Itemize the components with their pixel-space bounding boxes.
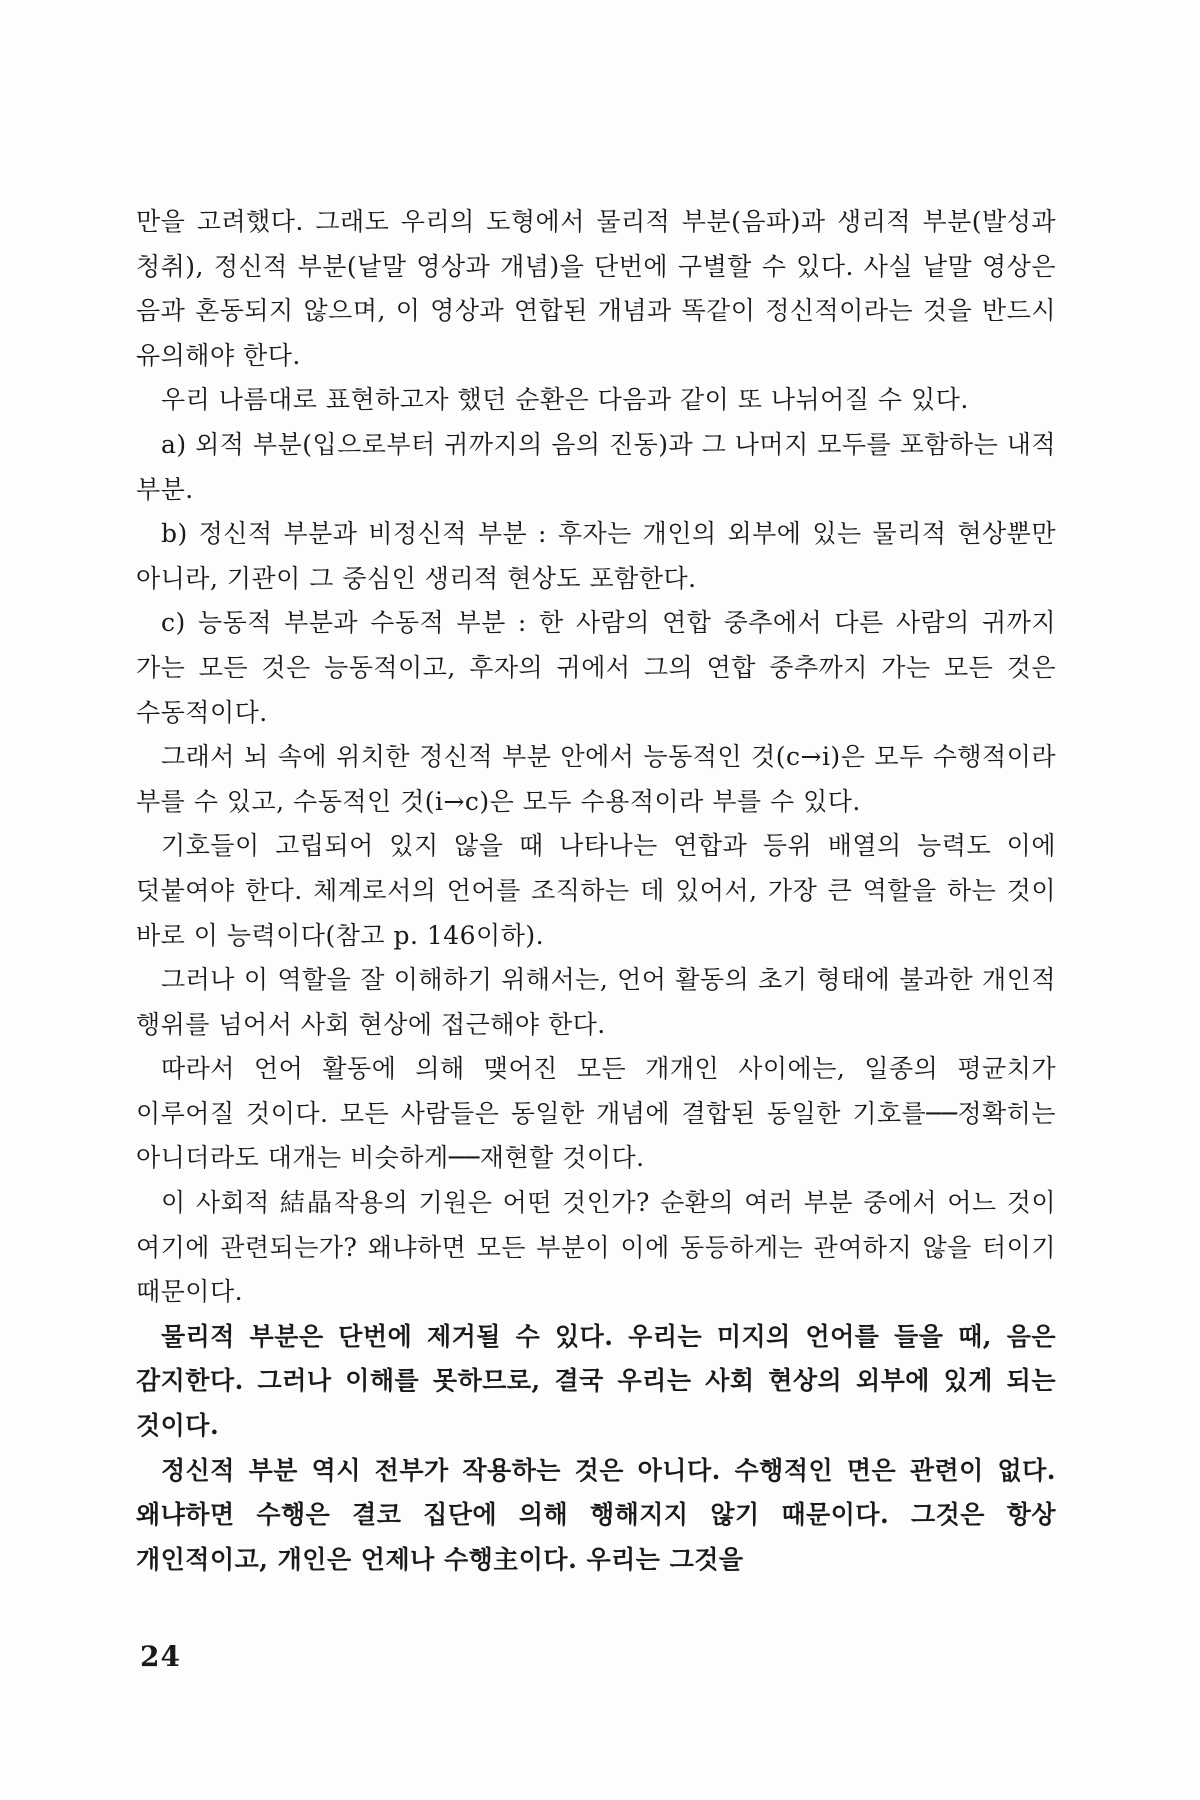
paragraph-circuit-division: 우리 나름대로 표현하고자 했던 순환은 다음과 같이 또 나뉘어질 수 있다. xyxy=(161,385,969,415)
paragraph-psychic-part: 정신적 부분 역시 전부가 작용하는 것은 아니다. 수행적인 면은 관련이 없다. 왜냐하면 수행은 결코 집단에 의해 행해지지 않기 때문이다. 그것은 항상 개인적이고, 개인은 언제나 수행主이다. 우리는 그것을 xyxy=(136,1455,1056,1574)
paragraph-executive-receptive: 그래서 뇌 속에 위치한 정신적 부분 안에서 능동적인 것(c→i)은 모두 수행적이라 부를 수 있고, 수동적인 것(i→c)은 모두 수용적이라 부를 수 있다. xyxy=(136,742,1056,816)
body-text xyxy=(136,200,1056,1582)
paragraph-item-b: b) 정신적 부분과 비정신적 부분 : 후자는 개인의 외부에 있는 물리적 현상뿐만 아니라, 기관이 그 중심인 생리적 현상도 포함한다. xyxy=(136,519,1056,593)
paragraph-social-phenomenon: 그러나 이 역할을 잘 이해하기 위해서는, 언어 활동의 초기 형태에 불과한 개인적 행위를 넘어서 사회 현상에 접근해야 한다. xyxy=(136,965,1056,1039)
paragraph-physical-part: 물리적 부분은 단번에 제거될 수 있다. 우리는 미지의 언어를 들을 때, 음은 감지한다. 그러나 이해를 못하므로, 결국 우리는 사회 현상의 외부에 있게 되는 것이다. xyxy=(136,1321,1056,1441)
paragraph-coordination: 기호들이 고립되어 있지 않을 때 나타나는 연합과 등위 배열의 능력도 이에 덧붙여야 한다. 체계로서의 언어를 조직하는 데 있어서, 가장 큰 역할을 하는 것이 바로 이 능력이다(참고 p. 146이하). xyxy=(136,831,1056,950)
paragraph-average: 따라서 언어 활동에 의해 맺어진 모든 개개인 사이에는, 일종의 평균치가 이루어질 것이다. 모든 사람들은 동일한 개념에 결합된 동일한 기호를──정확히는 아니더라도 대개는 비슷하게──재현할 것이다. xyxy=(136,1054,1056,1173)
paragraph-item-c: c) 능동적 부분과 수동적 부분 : 한 사람의 연합 중추에서 다른 사람의 귀까지 가는 모든 것은 능동적이고, 후자의 귀에서 그의 연합 중추까지 가는 모든 것은 수동적이다. xyxy=(136,608,1056,727)
paragraph-crystallization: 이 사회적 結晶작용의 기원은 어떤 것인가? 순환의 여러 부분 중에서 어느 것이 여기에 관련되는가? 왜냐하면 모든 부분이 이에 동등하게는 관여하지 않을 터이기 때문이다. xyxy=(136,1188,1056,1307)
paragraph-item-a: a) 외적 부분(입으로부터 귀까지의 음의 진동)과 그 나머지 모두를 포함하는 내적 부분. xyxy=(136,429,1056,504)
paragraph-continued: 만을 고려했다. 그래도 우리의 도형에서 물리적 부분(음파)과 생리적 부분(발성과 청취), 정신적 부분(낱말 영상과 개념)을 단번에 구별할 수 있다. 사실 낱말 영상은 음과 혼동되지 않으며, 이 영상과 연합된 개념과 똑같이 정신적이라는 것을 반드시 유의해야 한다. xyxy=(136,207,1056,370)
page-number: 24 xyxy=(140,1640,181,1673)
